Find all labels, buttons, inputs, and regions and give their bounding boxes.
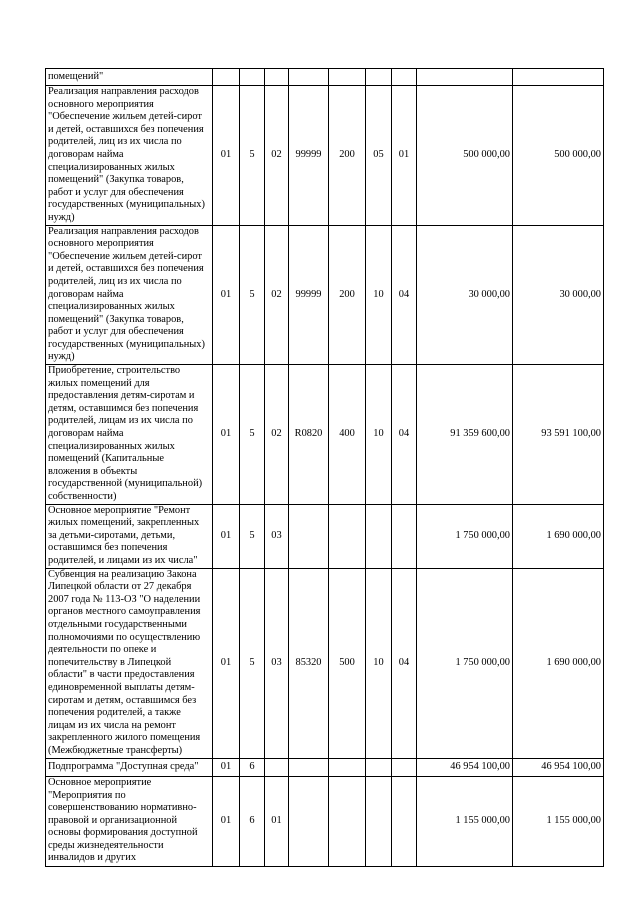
subprogram-code-cell: 5 <box>240 504 265 568</box>
table-row <box>46 69 604 86</box>
amount-year2-cell: 1 155 000,00 <box>513 776 604 866</box>
row-name-cell <box>46 225 213 365</box>
activity-code-cell: 02 <box>265 365 289 505</box>
row-name-cell <box>46 86 213 226</box>
amount-year1-cell: 91 359 600,00 <box>417 365 513 505</box>
amount-year2-cell: 93 591 100,00 <box>513 365 604 505</box>
amount-year2-cell: 500 000,00 <box>513 86 604 226</box>
program-code-cell: 01 <box>213 568 240 758</box>
section-cell: 05 <box>366 86 392 226</box>
amount-year2-cell: 1 690 000,00 <box>513 504 604 568</box>
amount-year2-cell: 30 000,00 <box>513 225 604 365</box>
direction-code-cell: 99999 <box>289 225 329 365</box>
row-name-cell <box>46 69 213 86</box>
section-cell <box>366 758 392 776</box>
table-row <box>46 86 604 226</box>
table-row <box>46 225 604 365</box>
program-code-cell: 01 <box>213 365 240 505</box>
table-row <box>46 504 604 568</box>
subsection-cell <box>392 758 417 776</box>
row-name-cell <box>46 758 213 776</box>
subsection-cell <box>392 776 417 866</box>
table-row <box>46 365 604 505</box>
table-row <box>46 758 604 776</box>
expense-type-cell <box>329 504 366 568</box>
table-row <box>46 776 604 866</box>
row-name-text: помещений" <box>48 70 104 82</box>
row-name-text: Подпрограмма "Доступная среда" <box>48 760 199 772</box>
amount-year1-cell: 46 954 100,00 <box>417 758 513 776</box>
amount-year1-cell: 1 750 000,00 <box>417 568 513 758</box>
subsection-cell <box>392 69 417 86</box>
direction-code-cell <box>289 69 329 86</box>
amount-year1-cell: 500 000,00 <box>417 86 513 226</box>
budget-table <box>45 68 604 867</box>
expense-type-cell: 200 <box>329 86 366 226</box>
subprogram-code-cell: 5 <box>240 86 265 226</box>
activity-code-cell: 03 <box>265 504 289 568</box>
subprogram-code-cell: 5 <box>240 568 265 758</box>
program-code-cell <box>213 69 240 86</box>
expense-type-cell: 400 <box>329 365 366 505</box>
subprogram-code-cell: 6 <box>240 776 265 866</box>
expense-type-cell <box>329 69 366 86</box>
row-name-text: Приобретение, строительство жилых помещений для предоставления детям-сиротам и детям, оставшимся без попечения родителей, лицам из их числа по договорам найма специализированных жилых помещений (Капитальные вложения в объекты государственной (муниципальной) собственности) <box>48 365 203 502</box>
row-name-text: Реализация направления расходов основного мероприятия "Обеспечение жильем детей-сирот и детей, оставшихся без попечения родителей, лиц из их числа по договорам найма специализированных жилых помещений" (Закупка товаров, работ и услуг для обеспечения государственных (муниципальных) нужд) <box>48 86 205 223</box>
direction-code-cell <box>289 776 329 866</box>
row-name-text: Основное мероприятие "Мероприятия по совершенствованию нормативно- правовой и организационной основы формирования доступной среды жизнедеятельности инвалидов и других <box>48 776 198 864</box>
program-code-cell: 01 <box>213 758 240 776</box>
table-body <box>46 69 604 867</box>
amount-year2-cell: 46 954 100,00 <box>513 758 604 776</box>
section-cell: 10 <box>366 225 392 365</box>
direction-code-cell <box>289 504 329 568</box>
amount-year1-cell: 1 750 000,00 <box>417 504 513 568</box>
amount-year2-cell <box>513 69 604 86</box>
activity-code-cell: 02 <box>265 86 289 226</box>
row-name-text: Субвенция на реализацию Закона Липецкой области от 27 декабря 2007 года № 113-ОЗ "О наделении органов местного самоуправления отдельными государственными полномочиями по осуществлению деятельности по опеке и попечительству в Липецкой области" в части предоставления единовременной выплаты детям- сиротам и детям, оставшимся без попечения родителей, а также лицам из их числа на ремонт закрепленного жилого помещения (Межбюджетные трансферты) <box>48 568 201 756</box>
program-code-cell: 01 <box>213 504 240 568</box>
expense-type-cell <box>329 776 366 866</box>
direction-code-cell <box>289 758 329 776</box>
subsection-cell: 04 <box>392 225 417 365</box>
amount-year1-cell: 1 155 000,00 <box>417 776 513 866</box>
subprogram-code-cell: 6 <box>240 758 265 776</box>
expense-type-cell: 200 <box>329 225 366 365</box>
amount-year2-cell: 1 690 000,00 <box>513 568 604 758</box>
subsection-cell <box>392 504 417 568</box>
section-cell <box>366 69 392 86</box>
program-code-cell: 01 <box>213 225 240 365</box>
amount-year1-cell: 30 000,00 <box>417 225 513 365</box>
subprogram-code-cell: 5 <box>240 225 265 365</box>
subsection-cell: 04 <box>392 568 417 758</box>
table-row <box>46 568 604 758</box>
section-cell <box>366 504 392 568</box>
activity-code-cell <box>265 758 289 776</box>
direction-code-cell: R0820 <box>289 365 329 505</box>
row-name-text: Основное мероприятие "Ремонт жилых помещений, закрепленных за детьми-сиротами, детьми, оставшимся без попечения родителей, и лицами из их числа" <box>48 504 200 566</box>
section-cell: 10 <box>366 568 392 758</box>
direction-code-cell: 85320 <box>289 568 329 758</box>
row-name-cell <box>46 776 213 866</box>
expense-type-cell <box>329 758 366 776</box>
amount-year1-cell <box>417 69 513 86</box>
direction-code-cell: 99999 <box>289 86 329 226</box>
expense-type-cell: 500 <box>329 568 366 758</box>
row-name-cell <box>46 568 213 758</box>
subprogram-code-cell: 5 <box>240 365 265 505</box>
activity-code-cell: 03 <box>265 568 289 758</box>
activity-code-cell: 01 <box>265 776 289 866</box>
section-cell <box>366 776 392 866</box>
subsection-cell: 04 <box>392 365 417 505</box>
section-cell: 10 <box>366 365 392 505</box>
activity-code-cell: 02 <box>265 225 289 365</box>
row-name-cell <box>46 365 213 505</box>
subsection-cell: 01 <box>392 86 417 226</box>
program-code-cell: 01 <box>213 776 240 866</box>
subprogram-code-cell <box>240 69 265 86</box>
row-name-text: Реализация направления расходов основного мероприятия "Обеспечение жильем детей-сирот и детей, оставшихся без попечения родителей, лиц из их числа по договорам найма специализированных жилых помещений" (Закупка товаров, работ и услуг для обеспечения государственных (муниципальных) нужд) <box>48 225 205 363</box>
program-code-cell: 01 <box>213 86 240 226</box>
row-name-cell <box>46 504 213 568</box>
activity-code-cell <box>265 69 289 86</box>
